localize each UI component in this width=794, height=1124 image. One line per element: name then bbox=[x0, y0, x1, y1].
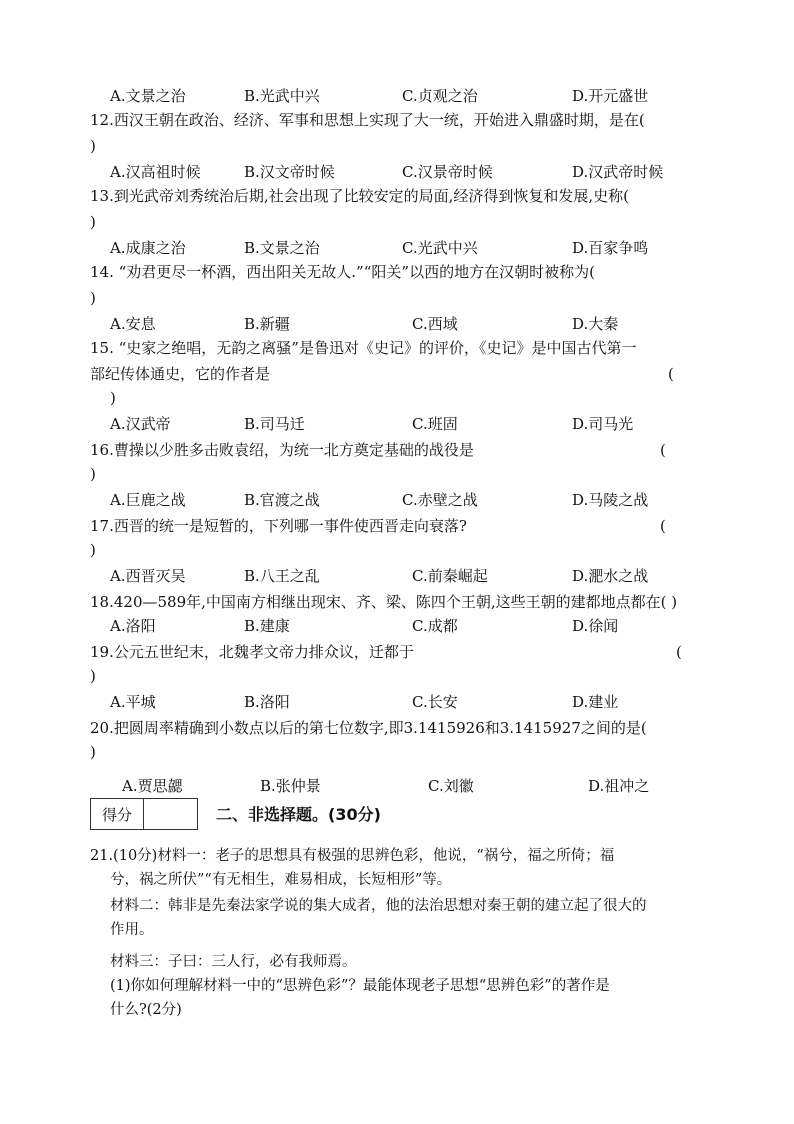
q15-stem-continued: 部纪传体通史，它的作者是 bbox=[90, 365, 271, 383]
q17-option-a[interactable]: A.西晋灭吴 bbox=[110, 567, 186, 585]
q16-close-paren: ) bbox=[90, 465, 96, 483]
q20-close-paren: ) bbox=[90, 743, 96, 761]
q13-stem: 13.到光武帝刘秀统治后期,社会出现了比较安定的局面,经济得到恢复和发展,史称( bbox=[90, 187, 630, 205]
q21-material-3: 材料三：子曰：三人行，必有我师焉。 bbox=[110, 954, 357, 970]
q17-option-c[interactable]: C.前秦崛起 bbox=[412, 567, 488, 585]
q16-option-c[interactable]: C.赤壁之战 bbox=[402, 491, 478, 509]
q15-stem: 15. “史家之绝唱，无韵之离骚”是鲁迅对《史记》的评价，《史记》是中国古代第一 bbox=[90, 339, 637, 357]
q17-option-b[interactable]: B.八王之乱 bbox=[244, 567, 320, 585]
q18-option-a[interactable]: A.洛阳 bbox=[110, 617, 156, 635]
q19-stem: 19.公元五世纪末，北魏孝文帝力排众议，迁都于 bbox=[90, 643, 414, 661]
q15-option-d[interactable]: D.司马光 bbox=[572, 415, 634, 433]
q13-close-paren: ) bbox=[90, 213, 96, 231]
q14-option-b[interactable]: B.新疆 bbox=[244, 315, 290, 333]
q14-stem: 14. “劝君更尽一杯酒，西出阳关无故人.”“阳关”以西的地方在汉朝时被称为( bbox=[90, 263, 595, 281]
q18-option-d[interactable]: D.徐闻 bbox=[572, 617, 619, 635]
q11-option-c[interactable]: C.贞观之治 bbox=[402, 87, 478, 105]
q16-open-paren: ( bbox=[660, 441, 666, 459]
q20-option-b[interactable]: B.张仲景 bbox=[260, 777, 321, 795]
q16-option-b[interactable]: B.官渡之战 bbox=[244, 491, 320, 509]
q21-material-2: 材料二：韩非是先秦法家学说的集大成者，他的法治思想对秦王朝的建立起了很大的 bbox=[110, 898, 647, 914]
q13-option-b[interactable]: B.文景之治 bbox=[244, 239, 320, 257]
q11-option-b[interactable]: B.光武中兴 bbox=[244, 87, 320, 105]
q14-close-paren: ) bbox=[90, 289, 96, 307]
q11-option-d[interactable]: D.开元盛世 bbox=[572, 87, 649, 105]
q21-subquestion-1: (1)你如何理解材料一中的“思辨色彩”？最能体现老子思想“思辨色彩”的著作是 bbox=[110, 978, 610, 994]
score-entry-field[interactable] bbox=[144, 799, 197, 829]
q17-stem: 17.西晋的统一是短暂的，下列哪一事件使西晋走向衰落? bbox=[90, 517, 467, 535]
q12-option-b[interactable]: B.汉文帝时候 bbox=[244, 163, 335, 181]
q16-option-d[interactable]: D.马陵之战 bbox=[572, 491, 649, 509]
q18-option-c[interactable]: C.成都 bbox=[412, 617, 458, 635]
q18-option-b[interactable]: B.建康 bbox=[244, 617, 290, 635]
q19-option-a[interactable]: A.平城 bbox=[110, 693, 156, 711]
q18-stem: 18.420—589年,中国南方相继出现宋、齐、梁、陈四个王朝,这些王朝的建都地点都在( ) bbox=[90, 593, 678, 611]
q16-stem: 16.曹操以少胜多击败袁绍，为统一北方奠定基础的战役是 bbox=[90, 441, 474, 459]
section-2-title: 二、非选择题。(30分) bbox=[216, 805, 381, 824]
q11-option-a[interactable]: A.文景之治 bbox=[110, 87, 186, 105]
q21-material-2-continued: 作用。 bbox=[110, 922, 154, 938]
q15-close-paren: ) bbox=[110, 389, 116, 407]
q21-material-1-continued: 兮，祸之所伏”“有无相生，难易相成，长短相形”等。 bbox=[110, 872, 452, 888]
q14-option-d[interactable]: D.大秦 bbox=[572, 315, 619, 333]
q17-option-d[interactable]: D.淝水之战 bbox=[572, 567, 649, 585]
q15-open-paren: ( bbox=[668, 365, 674, 383]
q15-option-a[interactable]: A.汉武帝 bbox=[110, 415, 171, 433]
q12-option-c[interactable]: C.汉景帝时候 bbox=[402, 163, 493, 181]
q12-close-paren: ) bbox=[90, 137, 96, 155]
q19-option-c[interactable]: C.长安 bbox=[412, 693, 458, 711]
q20-option-c[interactable]: C.刘徽 bbox=[428, 777, 474, 795]
q21-material-1: 21.(10分)材料一：老子的思想具有极强的思辨色彩，他说，“祸兮，福之所倚；福 bbox=[90, 848, 615, 864]
q16-option-a[interactable]: A.巨鹿之战 bbox=[110, 491, 186, 509]
q14-option-a[interactable]: A.安息 bbox=[110, 315, 156, 333]
q21-subquestion-1-continued: 什么?(2分) bbox=[110, 1002, 182, 1018]
q19-open-paren: ( bbox=[676, 643, 682, 661]
q19-option-d[interactable]: D.建业 bbox=[572, 693, 619, 711]
score-box bbox=[90, 798, 198, 830]
q19-close-paren: ) bbox=[90, 667, 96, 685]
q13-option-c[interactable]: C.光武中兴 bbox=[402, 239, 478, 257]
q17-open-paren: ( bbox=[660, 517, 666, 535]
q13-option-a[interactable]: A.成康之治 bbox=[110, 239, 186, 257]
q15-option-b[interactable]: B.司马迁 bbox=[244, 415, 305, 433]
q13-option-d[interactable]: D.百家争鸣 bbox=[572, 239, 649, 257]
q14-option-c[interactable]: C.西域 bbox=[412, 315, 458, 333]
q17-close-paren: ) bbox=[90, 541, 96, 559]
q20-option-a[interactable]: A.贾思勰 bbox=[122, 777, 183, 795]
q15-option-c[interactable]: C.班固 bbox=[412, 415, 458, 433]
q12-option-d[interactable]: D.汉武帝时候 bbox=[572, 163, 664, 181]
q12-stem: 12.西汉王朝在政治、经济、军事和思想上实现了大一统，开始进入鼎盛时期，是在( bbox=[90, 111, 645, 129]
q19-option-b[interactable]: B.洛阳 bbox=[244, 693, 290, 711]
score-label: 得分 bbox=[91, 799, 144, 829]
q20-stem: 20.把圆周率精确到小数点以后的第七位数字,即3.1415926和3.1415927之间的是( bbox=[90, 719, 647, 737]
q20-option-d[interactable]: D.祖冲之 bbox=[588, 777, 650, 795]
q12-option-a[interactable]: A.汉高祖时候 bbox=[110, 163, 201, 181]
